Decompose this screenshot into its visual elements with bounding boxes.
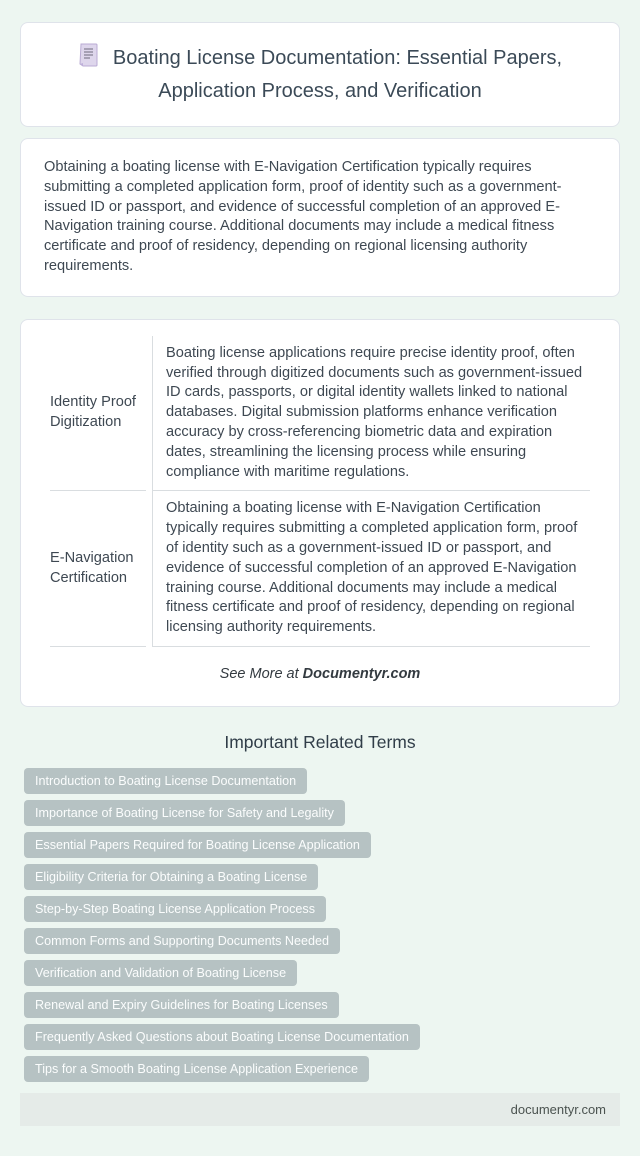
receipt-icon xyxy=(78,43,99,77)
related-term-tag[interactable]: Essential Papers Required for Boating License Application xyxy=(24,832,371,858)
page-title-text: Boating License Documentation: Essential Papers, Application Process, and Verification xyxy=(112,47,563,102)
summary-text: Obtaining a boating license with E-Navigation Certification typically requires submitting a completed application form, proof of identity such as a government-issued ID or passport, and evidence of successful completion of an approved E-Navigation training course. Additional documents may include a medical fitness certificate and proof of residency, depending on regional licensing authority requirements. xyxy=(44,159,562,274)
footer-site-text: documentyr.com xyxy=(510,1101,606,1117)
related-term-tag[interactable]: Eligibility Criteria for Obtaining a Boating License xyxy=(24,864,318,890)
related-term-tag[interactable]: Introduction to Boating License Documentation xyxy=(24,768,307,794)
definition-table-card xyxy=(20,319,620,707)
see-more-site-link[interactable]: Documentyr.com xyxy=(302,665,421,682)
see-more-prefix: See More at xyxy=(219,665,303,682)
definition-table xyxy=(44,336,596,647)
term-label: Identity Proof Digitization xyxy=(50,336,146,492)
see-more-line xyxy=(44,666,596,682)
table-row xyxy=(50,491,590,647)
related-terms-heading: Important Related Terms xyxy=(224,731,416,752)
related-terms-list xyxy=(20,768,620,1082)
related-term-tag[interactable]: Step-by-Step Boating License Application Process xyxy=(24,896,326,922)
term-definition: Obtaining a boating license with E-Navigation Certification typically requires submitting a completed application form, proof of identity such as a government-issued ID or passport, and evidence of successful completion of an approved E-Navigation training course. Additional documents may include a medical fitness certificate and proof of residency, depending on regional licensing authority requirements. xyxy=(152,491,590,647)
related-term-tag[interactable]: Tips for a Smooth Boating License Application Experience xyxy=(24,1056,369,1082)
term-definition: Boating license applications require precise identity proof, often verified through digitized documents such as government-issued ID cards, passports, or digital identity wallets linked to national databases. Digital submission platforms enhance verification accuracy by cross-referencing biometric data and expiration dates, streamlining the licensing process while ensuring compliance with maritime regulations. xyxy=(152,336,590,492)
footer-bar xyxy=(20,1093,620,1126)
page-title xyxy=(55,43,585,106)
title-card xyxy=(20,22,620,127)
summary-card xyxy=(20,138,620,297)
related-term-tag[interactable]: Common Forms and Supporting Documents Needed xyxy=(24,928,340,954)
term-label: E-Navigation Certification xyxy=(50,491,146,647)
table-row xyxy=(50,336,590,492)
related-term-tag[interactable]: Frequently Asked Questions about Boating License Documentation xyxy=(24,1024,420,1050)
related-term-tag[interactable]: Verification and Validation of Boating License xyxy=(24,960,297,986)
related-term-tag[interactable]: Importance of Boating License for Safety and Legality xyxy=(24,800,345,826)
related-term-tag[interactable]: Renewal and Expiry Guidelines for Boating Licenses xyxy=(24,992,339,1018)
